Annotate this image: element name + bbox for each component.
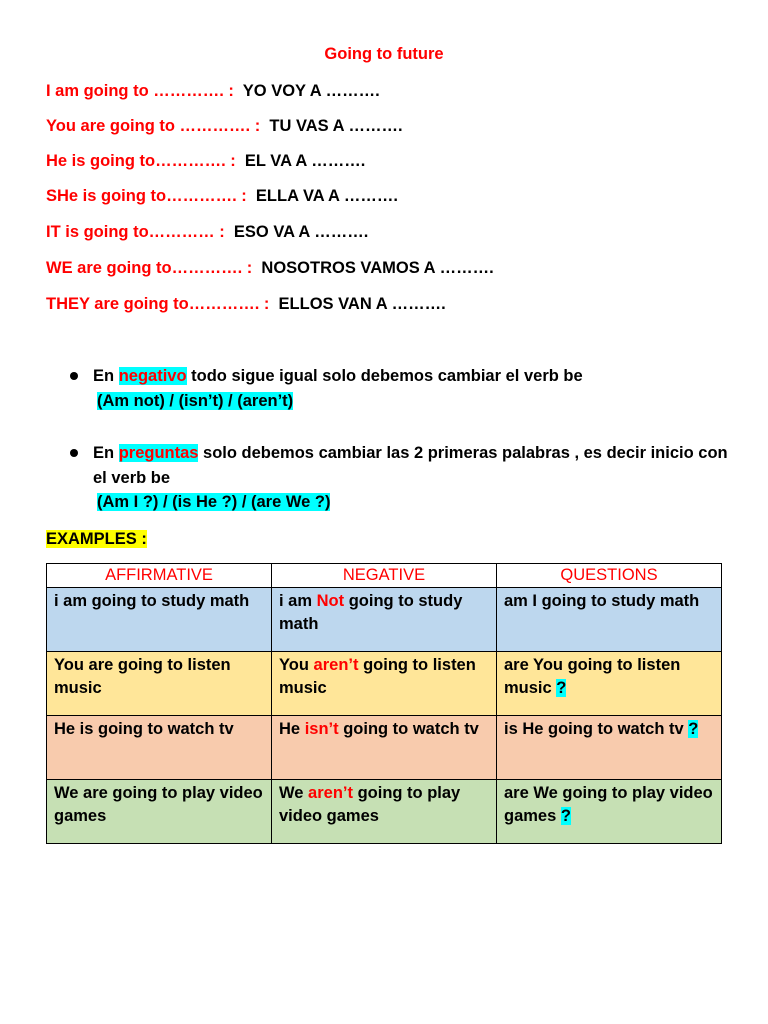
pronoun-line: [46, 117, 403, 136]
bullet-dot: [70, 449, 78, 457]
affirmative-cell: He is going to watch tv: [47, 716, 272, 780]
table-row: [47, 652, 722, 716]
pronoun-line: [46, 295, 446, 314]
pronoun-en: I am going to …………. :: [46, 82, 234, 100]
table-row: [47, 588, 722, 652]
affirmative-cell: You are going to listen music: [47, 652, 272, 716]
pronoun-es: ESO VA A ……….: [233, 223, 369, 241]
negative-subject: You: [279, 656, 309, 674]
pronoun-es: ELLOS VAN A ……….: [278, 295, 446, 313]
question-text: are You going to listen music: [504, 656, 681, 697]
pronoun-en: He is going to…………. :: [46, 152, 236, 170]
negative-forms: (Am not) / (isn’t) / (aren’t): [97, 392, 294, 410]
questions-forms: (Am I ?) / (is He ?) / (are We ?): [97, 493, 331, 511]
question-text: is He going to watch tv: [504, 720, 684, 738]
pronoun-line: [46, 223, 368, 242]
page-title: Going to future: [324, 45, 444, 63]
examples-label: EXAMPLES :: [46, 530, 147, 548]
pronoun-es: ELLA VA A ……….: [255, 187, 399, 205]
question-cell: [497, 716, 722, 780]
negative-subject: We: [279, 784, 304, 802]
examples-table: [46, 563, 722, 844]
question-text: am I going to study math: [504, 592, 700, 610]
negative-word: aren’t: [313, 656, 359, 674]
rule-text: todo sigue igual solo debemos cambiar el verb be: [191, 367, 583, 385]
question-mark: ?: [560, 807, 571, 825]
negative-cell: [272, 652, 497, 716]
negative-rest: going to listen music: [279, 656, 476, 697]
pronoun-line: [46, 82, 380, 101]
table-header-row: [47, 564, 722, 588]
negative-keyword: negativo: [118, 367, 187, 385]
question-text: are We going to play video games: [504, 784, 713, 825]
pronoun-en: SHe is going to…………. :: [46, 187, 247, 205]
rule-prefix: En: [93, 367, 115, 385]
pronoun-line: [46, 259, 494, 278]
pronoun-en: You are going to …………. :: [46, 117, 261, 135]
header-affirmative: AFFIRMATIVE: [47, 564, 272, 588]
table-row: [47, 780, 722, 844]
affirmative-cell: i am going to study math: [47, 588, 272, 652]
negative-word: Not: [316, 592, 345, 610]
bullet-dot: [70, 372, 78, 380]
question-mark: ?: [688, 720, 699, 738]
questions-rule: [93, 441, 733, 491]
negative-word: aren’t: [308, 784, 353, 802]
negative-rest: going to watch tv: [343, 720, 479, 738]
question-cell: [497, 588, 722, 652]
negative-cell: [272, 588, 497, 652]
pronoun-es: NOSOTROS VAMOS A ……….: [261, 259, 494, 277]
questions-keyword: preguntas: [118, 444, 199, 462]
negative-cell: [272, 716, 497, 780]
question-cell: [497, 780, 722, 844]
negative-rule: [93, 364, 733, 389]
negative-rest: going to play video games: [279, 784, 461, 825]
pronoun-line: [46, 187, 398, 206]
pronoun-es: EL VA A ……….: [244, 152, 366, 170]
pronoun-line: [46, 152, 365, 171]
negative-subject: i am: [279, 592, 313, 610]
pronoun-en: IT is going to………… :: [46, 223, 225, 241]
table-row: [47, 716, 722, 780]
negative-word: isn’t: [304, 720, 339, 738]
pronoun-es: YO VOY A ……….: [242, 82, 380, 100]
negative-cell: [272, 780, 497, 844]
pronoun-es: TU VAS A ……….: [269, 117, 403, 135]
question-mark: ?: [556, 679, 567, 697]
rule-prefix: En: [93, 444, 115, 462]
pronoun-en: WE are going to…………. :: [46, 259, 253, 277]
negative-rest: going to study math: [279, 592, 463, 633]
header-negative: NEGATIVE: [272, 564, 497, 588]
question-cell: [497, 652, 722, 716]
header-questions: QUESTIONS: [497, 564, 722, 588]
rule-text: solo debemos cambiar las 2 primeras palabras , es decir inicio con el verb be: [93, 444, 728, 487]
affirmative-cell: We are going to play video games: [47, 780, 272, 844]
negative-subject: He: [279, 720, 301, 738]
pronoun-en: THEY are going to…………. :: [46, 295, 270, 313]
